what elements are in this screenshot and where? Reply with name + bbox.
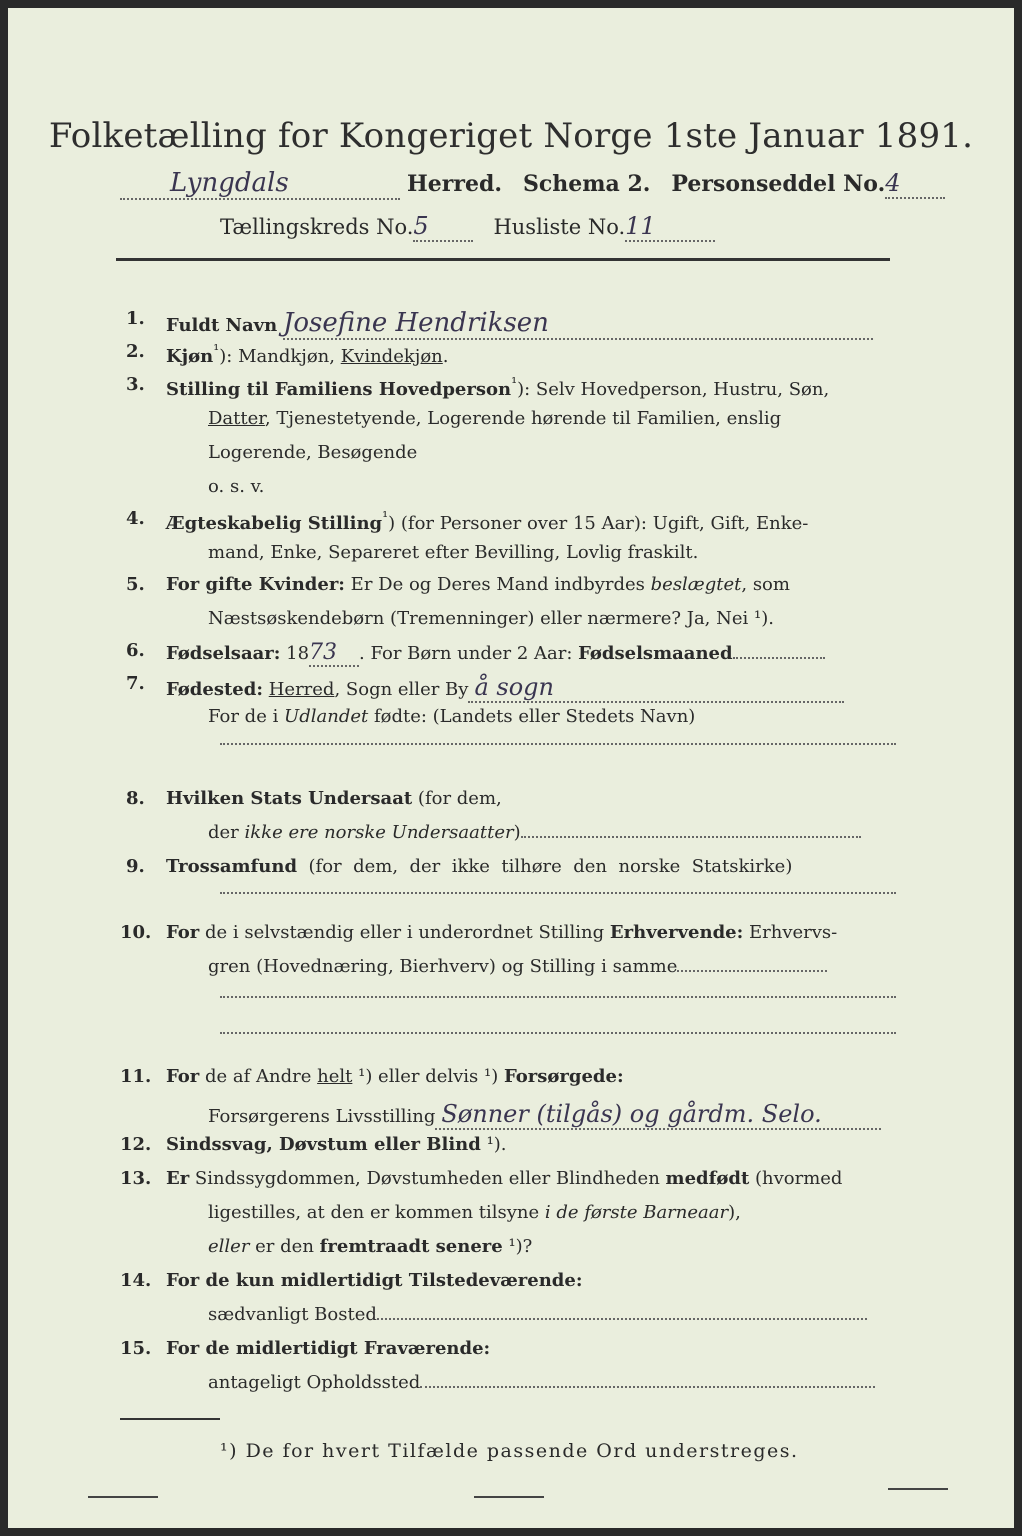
item-10-number: 10. <box>120 922 152 943</box>
item-13-line-3 <box>208 1236 532 1257</box>
item-2 <box>166 341 449 367</box>
item-14-line-2-text: sædvanligt Bosted <box>208 1304 377 1325</box>
item-1-label: Fuldt Navn <box>166 315 278 336</box>
item-13-line-2-italic: i de første Barneaar <box>544 1202 729 1223</box>
item-11-line-2-text: Forsørgerens Livsstilling <box>208 1106 436 1127</box>
item-2-text: ): Mandkjøn, <box>219 346 341 367</box>
item-10-end: Erhvervs- <box>743 922 838 943</box>
item-13-line-2 <box>208 1202 741 1223</box>
item-2-label: Kjøn <box>166 346 214 367</box>
item-4-text: ) (for Personer over 15 Aar): Ugift, Gift, Enke- <box>388 513 809 534</box>
item-13-line-3-bold: fremtraadt senere <box>319 1236 503 1257</box>
item-10-line-2 <box>208 956 827 977</box>
kreds-label: Tællingskreds No. <box>220 215 414 239</box>
item-11-label: For <box>166 1066 200 1087</box>
item-13-number: 13. <box>120 1168 152 1189</box>
item-9-blank-line <box>220 892 896 894</box>
birth-year-value: 73 <box>309 640 359 667</box>
item-10-text: de i selvstændig eller i underordnet Stilling <box>199 922 610 943</box>
item-13-text: Sindssygdommen, Døvstumheden eller Blindheden <box>189 1168 666 1189</box>
item-7-blank-line <box>220 743 896 745</box>
item-15-blank <box>420 1386 875 1388</box>
item-10-label: For <box>166 922 200 943</box>
item-13-line-1 <box>166 1168 842 1189</box>
item-11-text-b: ¹) eller delvis ¹) <box>352 1066 504 1087</box>
item-11-text: de af Andre <box>199 1066 318 1087</box>
item-12-text: ¹). <box>480 1134 507 1155</box>
item-12 <box>166 1134 507 1155</box>
item-5-italic: beslægtet <box>650 574 742 595</box>
census-form-sheet <box>8 8 1014 1528</box>
item-9-label: Trossamfund <box>166 856 298 877</box>
item-2-number: 2. <box>126 341 145 362</box>
bottom-mark-center <box>474 1496 544 1498</box>
item-2-sup: ¹ <box>213 341 220 359</box>
item-14-line-2 <box>208 1304 867 1325</box>
item-13-label: Er <box>166 1168 190 1189</box>
item-1 <box>166 308 873 340</box>
item-8-line-2-b: ) <box>513 822 521 843</box>
item-6-text: . For Børn under 2 Aar: <box>359 643 579 664</box>
item-15-line-2 <box>208 1372 875 1393</box>
item-5-line-1 <box>166 574 790 595</box>
item-13-line-2-b: ), <box>728 1202 741 1223</box>
item-10-label-b: Erhvervende: <box>609 922 744 943</box>
item-7-line-1 <box>166 673 844 703</box>
kreds-value: 5 <box>413 212 473 242</box>
item-6-number: 6. <box>126 640 145 661</box>
schema-label: Schema 2. <box>523 171 651 197</box>
item-9 <box>166 856 792 877</box>
item-11-line-1 <box>166 1066 624 1087</box>
full-name-value: Josefine Hendriksen <box>283 308 873 340</box>
item-3-label: Stilling til Familiens Hovedperson <box>166 379 512 400</box>
item-5-label: For gifte Kvinder: <box>166 574 345 595</box>
item-3-line-2 <box>208 408 781 429</box>
item-9-text: (for dem, der ikke tilhøre den norske Statskirke) <box>297 856 793 877</box>
personseddel-value: 4 <box>885 169 945 199</box>
birthplace-value: å sogn <box>468 673 844 703</box>
item-11-label-b: Forsørgede: <box>503 1066 624 1087</box>
footnote-rule <box>120 1418 220 1420</box>
item-2-selected: Kvindekjøn <box>340 346 443 367</box>
item-8-line-2-italic: ikke ere norske Undersaatter <box>244 822 514 843</box>
provider-occupation-value: Sønner (tilgås) og gårdm. Selo. <box>435 1100 881 1130</box>
form-title: Folketælling for Kongeriget Norge 1ste Januar 1891. <box>48 116 974 156</box>
item-7-number: 7. <box>126 673 145 694</box>
header-line-2 <box>220 212 715 242</box>
item-15-line-2-text: antageligt Opholdssted <box>208 1372 421 1393</box>
item-14-number: 14. <box>120 1270 152 1291</box>
item-12-label: Sindssvag, Døvstum eller Blind <box>166 1134 481 1155</box>
item-4-label: Ægteskabelig Stilling <box>166 513 383 534</box>
item-8-line-1 <box>166 788 502 809</box>
item-4-line-2: mand, Enke, Separeret efter Bevilling, Lovlig fraskilt. <box>208 542 699 563</box>
item-3-selected: Datter <box>208 408 265 429</box>
item-10-blank-line-2 <box>220 1032 896 1034</box>
item-5-number: 5. <box>126 574 145 595</box>
item-7-label: Fødested: <box>166 679 263 700</box>
item-1-number: 1. <box>126 308 145 329</box>
item-11-line-2 <box>208 1100 881 1130</box>
item-8-label: Hvilken Stats Undersaat <box>166 788 413 809</box>
item-3-text: ): Selv Hovedperson, Hustru, Søn, <box>517 379 830 400</box>
item-13-line-3-b: ¹)? <box>502 1236 533 1257</box>
item-7-text: , Sogn eller By <box>334 679 469 700</box>
item-6 <box>166 640 825 667</box>
item-10-blank-line-1 <box>220 996 896 998</box>
item-3-line-1 <box>166 374 829 400</box>
item-7-line-2-a: For de i <box>208 706 285 727</box>
item-2-end: . <box>442 346 449 367</box>
header-rule <box>116 258 890 261</box>
item-14-label: For de kun midlertidigt Tilstedeværende: <box>166 1270 583 1291</box>
header-line-1 <box>120 168 945 200</box>
item-11-selected: helt <box>317 1066 353 1087</box>
item-7-line-2-b: fødte: (Landets eller Stedets Navn) <box>368 706 696 727</box>
item-8-number: 8. <box>126 788 145 809</box>
item-7-selected: Herred <box>268 679 335 700</box>
item-7-line-2-italic: Udlandet <box>284 706 369 727</box>
item-10-line-2-text: gren (Hovednæring, Bierhverv) og Stilling i samme <box>208 956 678 977</box>
item-4-line-1 <box>166 508 808 534</box>
item-8-line-2-a: der <box>208 822 245 843</box>
birth-month-field <box>733 657 825 659</box>
item-13-line-3-italic: eller <box>208 1236 250 1257</box>
personseddel-label: Personseddel No. <box>671 171 886 197</box>
herred-label: Herred. <box>407 171 503 197</box>
item-5-text: Er De og Deres Mand indbyrdes <box>344 574 651 595</box>
item-6-label-b: Fødselsmaaned <box>578 643 733 664</box>
item-13-end: (hvormed <box>749 1168 843 1189</box>
item-6-label: Fødselsaar: <box>166 643 281 664</box>
item-3-sup: ¹ <box>511 374 518 392</box>
item-9-number: 9. <box>126 856 145 877</box>
item-10-line-1 <box>166 922 837 943</box>
item-13-label-b: medfødt <box>665 1168 750 1189</box>
herred-value: Lyngdals <box>120 168 400 200</box>
husliste-value: 11 <box>625 212 715 242</box>
bottom-mark-left <box>88 1496 158 1498</box>
item-4-sup: ¹ <box>382 508 389 526</box>
item-13-line-3-a: er den <box>249 1236 320 1257</box>
item-3-number: 3. <box>126 374 145 395</box>
item-8-line-2 <box>208 822 861 843</box>
item-10-blank <box>677 970 827 972</box>
item-8-blank <box>521 836 861 838</box>
husliste-label: Husliste No. <box>493 215 626 239</box>
item-15-number: 15. <box>120 1338 152 1359</box>
item-5-line-2: Næstsøskendebørn (Tremenninger) eller nærmere? Ja, Nei ¹). <box>208 608 774 629</box>
item-6-prefix: 18 <box>280 643 310 664</box>
item-13-line-2-a: ligestilles, at den er kommen tilsyne <box>208 1202 545 1223</box>
footnote: ¹) De for hvert Tilfælde passende Ord understreges. <box>220 1440 799 1462</box>
item-5-end: , som <box>741 574 790 595</box>
item-11-number: 11. <box>120 1066 152 1087</box>
item-7-line-2 <box>208 706 695 727</box>
bottom-mark-right <box>888 1488 948 1490</box>
item-4-number: 4. <box>126 508 145 529</box>
item-8-text: (for dem, <box>412 788 502 809</box>
item-14-blank <box>377 1318 867 1320</box>
item-12-number: 12. <box>120 1134 152 1155</box>
item-3-line-4: o. s. v. <box>208 476 265 497</box>
item-3-line-2-text: , Tjenestetyende, Logerende hørende til Familien, enslig <box>264 408 782 429</box>
item-3-line-3: Logerende, Besøgende <box>208 442 418 463</box>
item-15-label: For de midlertidigt Fraværende: <box>166 1338 491 1359</box>
